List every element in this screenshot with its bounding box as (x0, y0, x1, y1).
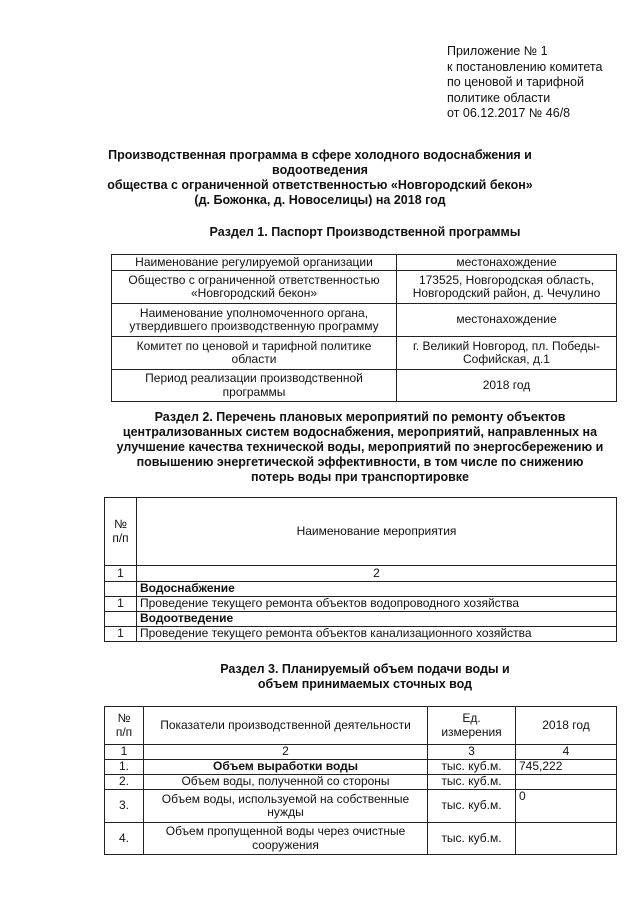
table-cell: 2018 год (516, 707, 617, 745)
table-row (105, 597, 617, 612)
table-row (105, 745, 617, 760)
table-cell: тыс. куб.м. (428, 790, 516, 823)
table-row (112, 370, 617, 402)
heading-line: повышению энергетической эффективности, в том числе по снижению (136, 455, 584, 469)
heading-line: централизованных систем водоснабжения, мероприятий, направленных на (122, 425, 598, 439)
cell-line: «Новгородский бекон» (190, 286, 318, 300)
table-cell (105, 707, 144, 745)
table-cell (516, 823, 617, 855)
cell-line: Объем пропущенной воды через очистные (165, 824, 406, 838)
cell-line: Новгородский район, д. Чечулино (412, 286, 601, 300)
cell-line: п/п (112, 530, 129, 545)
heading-line: Раздел 3. Планируемый объем подачи воды и (220, 662, 510, 676)
table-cell: 2018 год (397, 370, 617, 402)
cell-line: утвердившего производственную программу (129, 319, 379, 333)
table-cell (397, 271, 617, 304)
table-cell: Наименование мероприятия (137, 498, 617, 566)
table-row (112, 271, 617, 304)
table-cell: 1. (105, 760, 144, 775)
measures-table (104, 497, 617, 642)
table-cell (516, 775, 617, 790)
table-cell (112, 370, 397, 402)
table-cell: Наименование регулируемой организации (112, 255, 397, 271)
table-cell (105, 612, 137, 627)
title-line: (д. Божонка, д. Новоселицы) на 2018 год (194, 193, 446, 207)
heading-line: Раздел 2. Перечень плановых мероприятий по ремонту объектов (154, 410, 566, 424)
table-cell: местонахождение (397, 255, 617, 271)
cell-line: г. Великий Новгород, пл. Победы- (412, 338, 601, 353)
table-row (105, 707, 617, 745)
appendix-line: по ценовой и тарифной (447, 75, 584, 89)
cell-line: измерения (441, 724, 502, 739)
table-cell: 2 (137, 566, 617, 582)
cell-line: сооружения (252, 837, 319, 852)
cell-line: Ед. (462, 711, 481, 725)
table-cell: 4. (105, 823, 144, 855)
table-cell: 2. (105, 775, 144, 790)
section2-heading (90, 410, 630, 485)
table-cell: 1 (105, 566, 137, 582)
cell-line: Софийская, д.1 (463, 352, 550, 366)
cell-line: Общество с ограниченной ответственностью (128, 272, 380, 287)
title-line: Производственная программа в сфере холодного водоснабжения и (108, 148, 532, 162)
table-cell (144, 790, 428, 823)
appendix-line: Приложение № 1 (447, 44, 548, 58)
table-cell (105, 498, 137, 566)
table-cell: местонахождение (397, 304, 617, 337)
table-cell: Водоснабжение (137, 582, 617, 597)
section1-heading: Раздел 1. Паспорт Производственной программы (209, 225, 521, 239)
cell-line: Период реализации производственной (145, 371, 363, 385)
appendix-note (447, 44, 602, 122)
table-row (105, 823, 617, 855)
cell-line: Наименование уполномоченного органа, (139, 305, 369, 320)
cell-line: области (231, 352, 277, 366)
appendix-line: к постановлению комитета (447, 59, 603, 74)
table-cell (112, 304, 397, 337)
table-cell: Объем воды, полученной со стороны (144, 775, 428, 790)
section3-heading (110, 662, 620, 692)
table-cell: 3. (105, 790, 144, 823)
table-cell: 3 (428, 745, 516, 760)
table-cell: Показатели производственной деятельности (144, 707, 428, 745)
water-volume-table (104, 706, 617, 855)
table-row (105, 612, 617, 627)
table-cell (397, 337, 617, 370)
table-cell: 1 (105, 627, 137, 642)
table-row (105, 627, 617, 642)
table-cell (105, 582, 137, 597)
table-row (112, 337, 617, 370)
cell-line: программы (222, 384, 286, 399)
document-title (100, 148, 540, 208)
table-row (105, 790, 617, 823)
table-cell: 2 (144, 745, 428, 760)
table-cell (428, 707, 516, 745)
cell-line: 173525, Новгородская область, (418, 272, 595, 287)
cell-line: п/п (115, 724, 133, 739)
appendix-line: от 06.12.2017 № 46/8 (447, 106, 571, 120)
table-cell (112, 337, 397, 370)
passport-table (111, 254, 617, 402)
table-cell: Водоотведение (137, 612, 617, 627)
cell-line: № (114, 517, 127, 531)
cell-line: Комитет по ценовой и тарифной политике (136, 338, 372, 353)
table-cell (112, 271, 397, 304)
table-cell: 1 (105, 597, 137, 612)
heading-line: объем принимаемых сточных вод (257, 677, 473, 691)
cell-line: № (117, 711, 131, 725)
title-line: водоотведения (272, 163, 368, 177)
table-cell: тыс. куб.м. (428, 775, 516, 790)
table-cell: тыс. куб.м. (428, 760, 516, 775)
heading-line: потерь воды при транспортировке (251, 470, 469, 484)
table-row (105, 566, 617, 582)
cell-line: нужды (267, 805, 304, 819)
table-cell: тыс. куб.м. (428, 823, 516, 855)
table-row (105, 582, 617, 597)
title-line: общества с ограниченной ответственностью «Новгородский бекон» (107, 178, 533, 192)
table-cell: 745,222 (516, 760, 617, 775)
cell-line: Объем воды, используемой на собственные (161, 791, 410, 806)
table-cell: 4 (516, 745, 617, 760)
table-cell: Проведение текущего ремонта объектов канализационного хозяйства (137, 627, 617, 642)
heading-line: улучшение качества технической воды, мероприятий по энергосбережению и (116, 440, 604, 454)
table-cell: Проведение текущего ремонта объектов водопроводного хозяйства (137, 597, 617, 612)
table-row (112, 304, 617, 337)
table-row (105, 760, 617, 775)
table-cell: 0 (516, 790, 617, 823)
table-row (105, 498, 617, 566)
table-row (112, 255, 617, 271)
table-cell: 1 (105, 745, 144, 760)
table-cell (144, 823, 428, 855)
table-row (105, 775, 617, 790)
table-cell: Объем выработки воды (144, 760, 428, 775)
appendix-line: политике области (447, 90, 551, 105)
